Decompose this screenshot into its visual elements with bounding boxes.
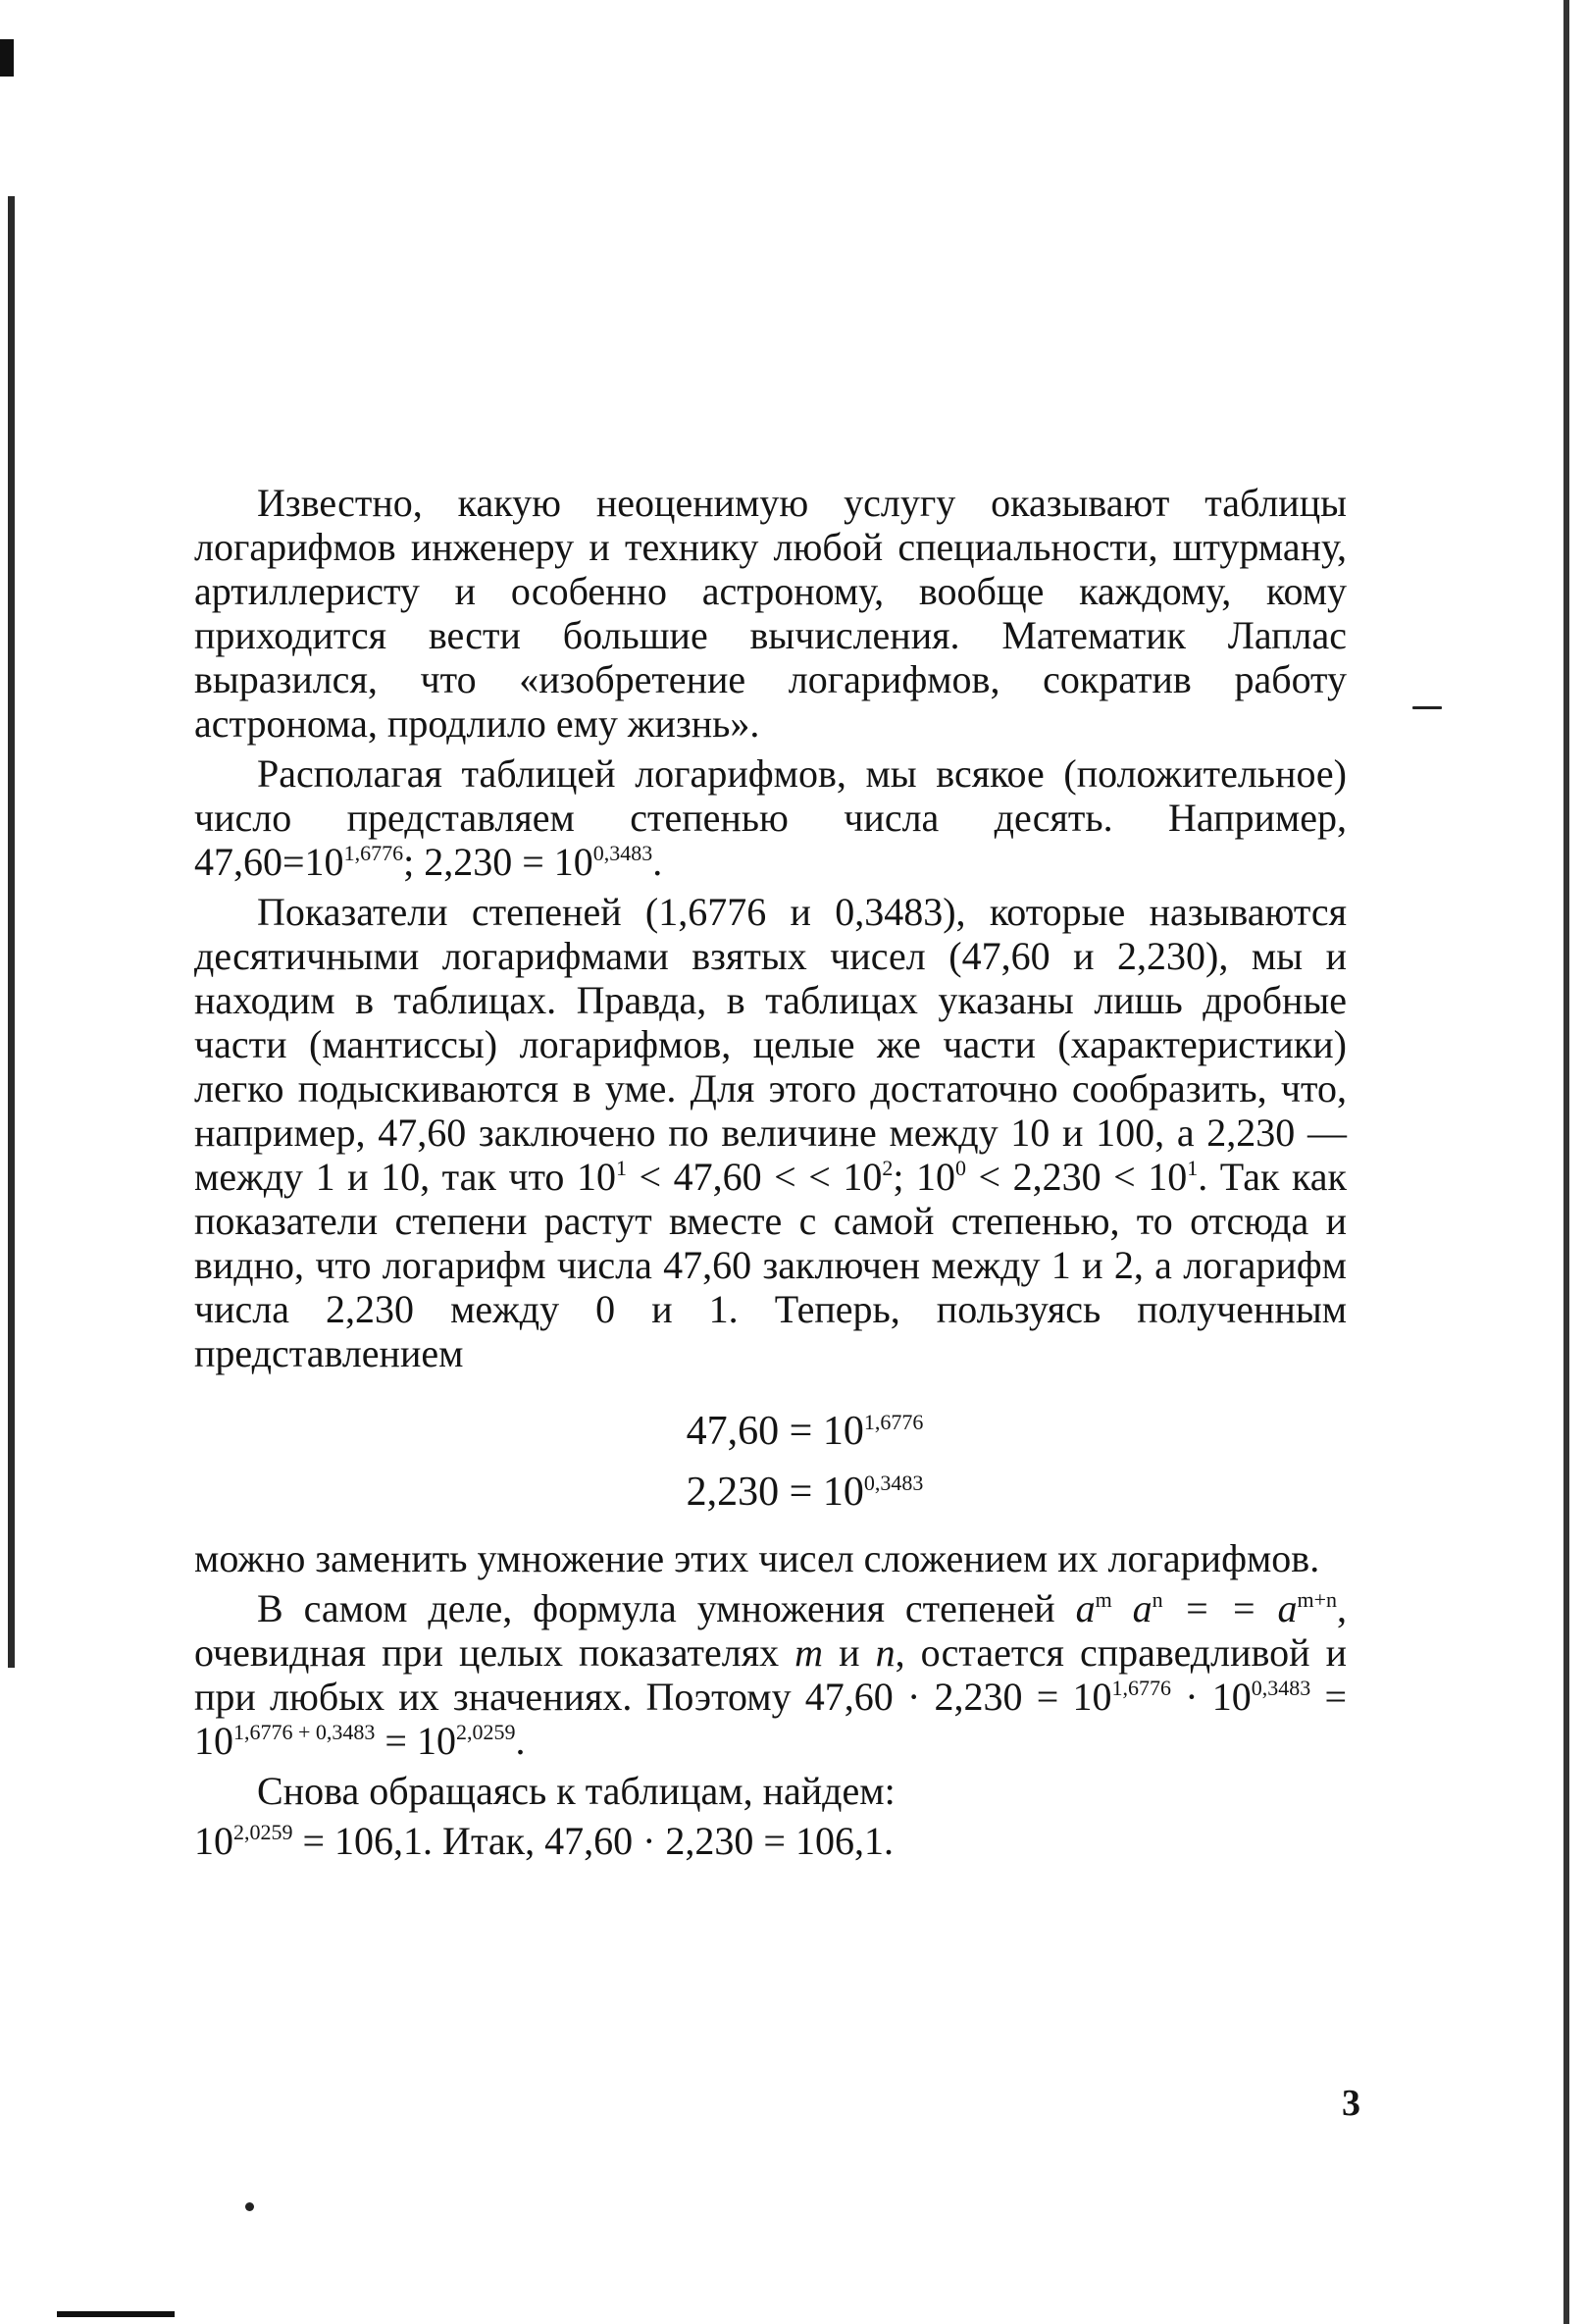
bottom-scan-mark xyxy=(57,2311,175,2317)
body-text xyxy=(194,481,1347,1863)
display-formula xyxy=(194,1401,1347,1523)
paragraph-1: Известно, какую неоценимую услугу оказывают таблицы логарифмов инженеру и технику любой специальности, штурману, артиллеристу и особенно астроному, вообще каждому, кому приходится вести большие вычисления. Математик Лаплас выразился, что «изобретение логарифмов, сократив работу астронома, продлило ему жизнь». xyxy=(194,481,1347,746)
paragraph-7: $10^{2,0259} = 106,1$. Итак, 47,60 · 2,230 = 106,1. xyxy=(194,1819,894,1863)
left-scan-edge xyxy=(8,196,15,1668)
page-number: 3 xyxy=(1342,2083,1360,2124)
formula-line-2: $2,230 = 10^{0,3483}$ xyxy=(686,1470,924,1515)
formula-line-1: $47,60 = 10^{1,6776}$ xyxy=(686,1409,924,1454)
paragraph-3: Показатели степеней (1,6776 и 0,3483), которые называются десятичными логарифмами взятых чисел (47,60 и 2,230), мы и находим в таблицах. Правда, в таблицах указаны лишь дробные части (мантиссы) логарифмов, целые же части (характеристики) легко подыскиваются в уме. Для этого достаточно сообразить, что, например, 47,60 заключено по величине между 10 и 100, а 2,230 — между 1 и 10, так что $10^1 < 47,60$ < < $10^2$; $10^0 < 2,230 < 10^1$. Так как показатели степени растут вместе с самой степенью, то отсюда и видно, что логарифм числа 47,60 заключен между 1 и 2, а логарифм числа 2,230 между 0 и 1. Теперь, пользуясь полученным представлением xyxy=(194,890,1347,1375)
paragraph-2: Располагая таблицей логарифмов, мы всякое (положительное) число представляем степенью числа десять. Например, $47,60=10^{1,6776}$; $2,230 = 10^{0,3483}$. xyxy=(194,751,1347,884)
speck xyxy=(245,2202,254,2211)
left-scan-mark xyxy=(0,39,14,77)
speck xyxy=(1412,706,1442,709)
paragraph-5: В самом деле, формула умножения степеней $a^m$ $a^n$ = = $a^{m+n}$, очевидная при целых показателях m и n, остается справедливой и при любых их значениях. Поэтому $47,60 \cdot 2,230 = 10^{1,6776} \cdot 10^{0,3483} = 10^{1,6776 + 0,3483} = 10^{2,0259}$. xyxy=(194,1586,1348,1763)
paragraph-4: можно заменить умножение этих чисел сложением их логарифмов. xyxy=(194,1536,1320,1580)
paragraph-6: Снова обращаясь к таблицам, найдем: xyxy=(257,1769,896,1813)
right-scan-edge xyxy=(1563,0,1569,2324)
